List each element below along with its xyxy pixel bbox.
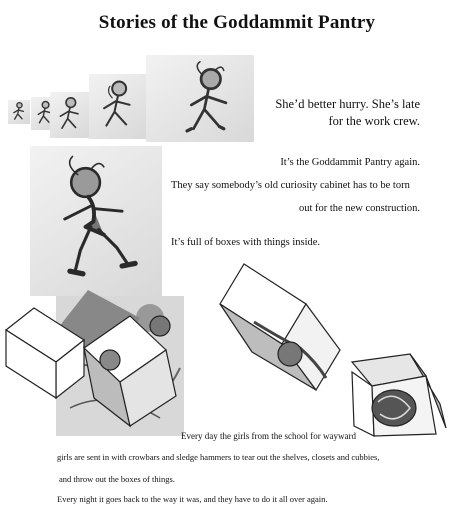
running-girl-sketch-tile-3 bbox=[50, 92, 90, 138]
open-box-icon bbox=[220, 264, 340, 390]
running-girl-sketch-icon bbox=[146, 55, 254, 142]
running-girl-sketch-tile-4 bbox=[89, 74, 147, 139]
story-paragraph-2-line-1: It’s the Goddammit Pantry again. bbox=[280, 157, 420, 168]
story-paragraph-4-line-1: Every day the girls from the school for wayward bbox=[181, 431, 356, 441]
story-paragraph-4-line-3: and throw out the boxes of things. bbox=[59, 474, 175, 484]
running-girl-sketch-icon bbox=[89, 74, 147, 139]
story-paragraph-1-line-2: for the work crew. bbox=[328, 114, 420, 128]
open-box-icon bbox=[352, 354, 446, 436]
running-girl-sketch-icon bbox=[50, 92, 90, 138]
running-girl-sketch-tile-5 bbox=[146, 55, 254, 142]
story-paragraph-1-line-1: She’d better hurry. She’s late bbox=[275, 97, 420, 111]
story-paragraph-4-line-2: girls are sent in with crowbars and sledge hammers to tear out the shelves, closets and cubbies, bbox=[57, 452, 380, 462]
story-paragraph-2-line-2: They say somebody’s old curiosity cabinet has to be torn bbox=[171, 180, 410, 191]
story-paragraph-3: It’s full of boxes with things inside. bbox=[171, 237, 321, 248]
story-paragraph-2-line-3: out for the new construction. bbox=[298, 203, 420, 214]
story-paragraph-4-line-4: Every night it goes back to the way it was, and they have to do it all over again. bbox=[57, 494, 328, 504]
running-girl-sketch-icon bbox=[8, 100, 30, 124]
box-collage-illustration bbox=[0, 258, 474, 448]
running-girl-sketch-tile-1 bbox=[8, 100, 30, 124]
page-title: Stories of the Goddammit Pantry bbox=[98, 12, 376, 33]
